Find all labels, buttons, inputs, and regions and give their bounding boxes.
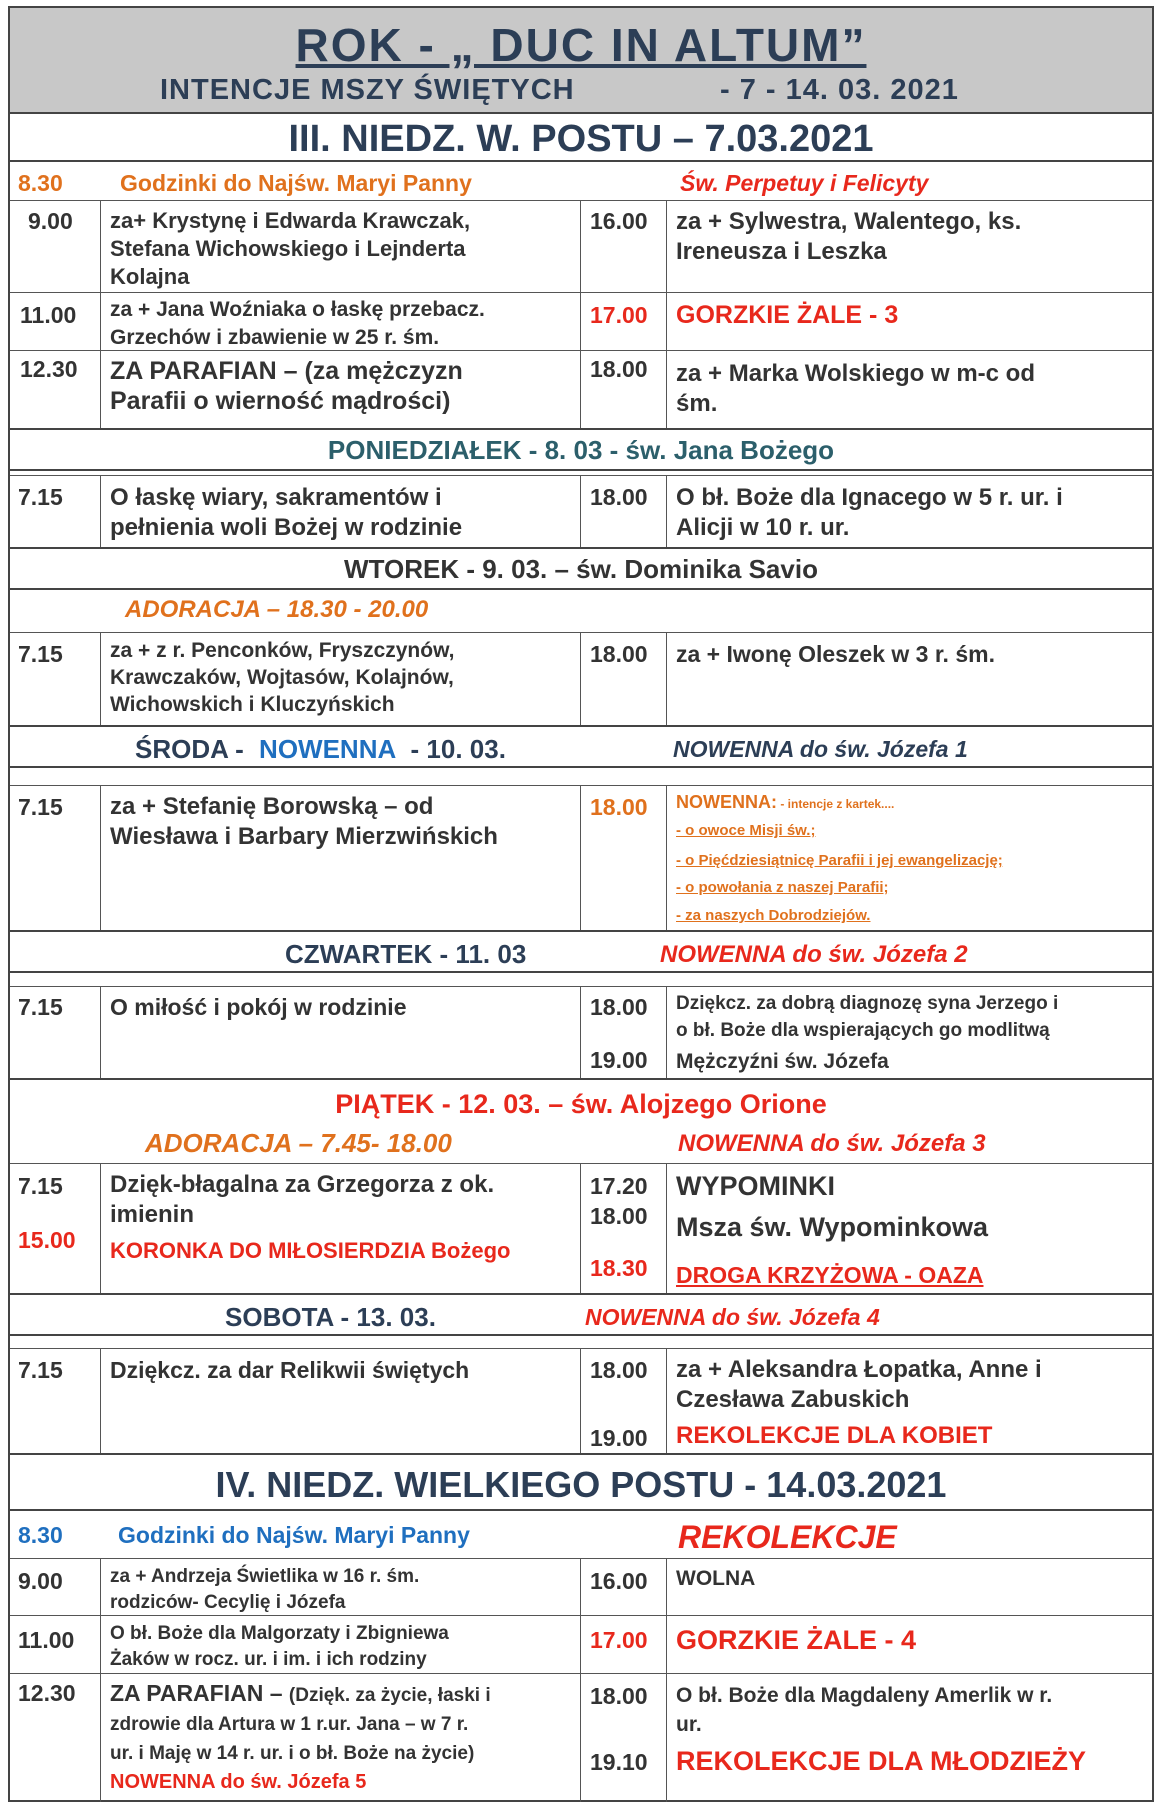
- mass-intention: REKOLEKCJE DLA MŁODZIEŻY: [676, 1746, 1087, 1776]
- mass-intention: WYPOMINKI: [676, 1171, 835, 1201]
- thursday-header: [10, 930, 1152, 973]
- sunday2-godzinki-text: Godzinki do Najśw. Maryi Panny: [118, 1522, 470, 1548]
- column-divider: [666, 785, 667, 930]
- mass-time: 9.00: [18, 1568, 63, 1594]
- mass-intention: GORZKIE ŻALE - 3: [676, 301, 899, 329]
- mass-intention: DROGA KRZYŻOWA - OAZA: [676, 1262, 984, 1288]
- column-divider: [666, 1348, 667, 1453]
- tuesday-adoration: ADORACJA – 18.30 - 20.00: [125, 596, 429, 623]
- friday-adoration: ADORACJA – 7.45- 18.00: [145, 1128, 452, 1158]
- saturday-header: [10, 1293, 1152, 1336]
- wednesday-header: [10, 725, 1152, 768]
- mass-intention: za + Iwonę Oleszek w 3 r. śm.: [676, 641, 995, 667]
- divider: [10, 1615, 1152, 1616]
- friday-novena: NOWENNA do św. Józefa 3: [678, 1130, 986, 1157]
- thursday-novena: NOWENNA do św. Józefa 2: [660, 941, 968, 968]
- mass-intention: REKOLEKCJE DLA KOBIET: [676, 1422, 993, 1449]
- mass-time: 16.00: [590, 1568, 648, 1594]
- sunday1-header: [10, 112, 1152, 162]
- thursday-title: CZWARTEK - 11. 03: [285, 939, 527, 969]
- mass-time: 7.15: [18, 1173, 63, 1199]
- header: [10, 8, 1152, 114]
- sunday1-saint: Św. Perpetuy i Felicyty: [680, 170, 929, 196]
- column-divider: [580, 785, 581, 930]
- sunday2-title: IV. NIEDZ. WIELKIEGO POSTU - 14.03.2021: [215, 1464, 947, 1505]
- mass-time: 19.10: [590, 1749, 648, 1775]
- mass-intention: O bł. Boże dla Magdaleny Amerlik w r. ur.: [676, 1684, 1053, 1736]
- mass-intention: Dziękcz. za dar Relikwii świętych: [110, 1357, 470, 1383]
- divider: [10, 1348, 1152, 1349]
- column-divider: [580, 200, 581, 428]
- mass-time: 11.00: [18, 1627, 75, 1653]
- mass-time: 18.00: [590, 794, 648, 820]
- column-divider: [666, 1163, 667, 1293]
- page-subtitle: [160, 74, 959, 107]
- monday-title: PONIEDZIAŁEK - 8. 03 - św. Jana Bożego: [327, 435, 835, 465]
- mass-intention: za + Aleksandra Łopatka, Anne i Czesława Zabuskich: [676, 1356, 1042, 1413]
- mass-intention: ZA PARAFIAN – (Dzięk. za życie, łaski i zdrowie dla Artura w 1 r.ur. Jana – w 7 r. ur. i Maję w 14 r. ur. i o bł. Boże na życie) NOWENNA do św. Józefa 5: [110, 1680, 491, 1793]
- divider: [10, 292, 1152, 293]
- sunday2-header: [10, 1453, 1152, 1511]
- mass-intention: Mężczyźni św. Józefa: [676, 1050, 889, 1073]
- mass-intention: GORZKIE ŻALE - 4: [676, 1625, 917, 1655]
- monday-header: [10, 428, 1152, 471]
- column-divider: [666, 1558, 667, 1802]
- novena-header: NOWENNA: - intencje z kartek....: [676, 792, 895, 812]
- sunday2-godzinki-time: 8.30: [18, 1522, 63, 1548]
- mass-time: 17.00: [590, 302, 648, 328]
- column-divider: [100, 475, 101, 547]
- divider: [10, 200, 1152, 201]
- mass-intention: WOLNA: [676, 1567, 756, 1590]
- mass-intention: za + Sylwestra, Walentego, ks. Ireneusza i Leszka: [676, 208, 1022, 265]
- tuesday-header: [10, 547, 1152, 590]
- novena-item: - za naszych Dobrodziejów.: [676, 907, 871, 924]
- divider: [10, 475, 1152, 476]
- mass-time: 18.00: [590, 994, 648, 1020]
- mass-intention: Msza św. Wypominkowa: [676, 1212, 989, 1242]
- mass-time: 18.00: [590, 1203, 648, 1229]
- column-divider: [580, 632, 581, 725]
- friday-title: PIĄTEK - 12. 03. – św. Alojzego Orione: [335, 1089, 827, 1119]
- column-divider: [666, 632, 667, 725]
- page-title: ROK - „ DUC IN ALTUM”: [295, 19, 867, 71]
- column-divider: [580, 1163, 581, 1293]
- divider: [10, 632, 1152, 633]
- mass-time: 12.30: [18, 1680, 76, 1706]
- mass-intention: O bł. Boże dla Malgorzaty i Zbigniewa Żaków w rocz. ur. i im. i ich rodziny: [110, 1623, 449, 1670]
- mass-time: 17.20: [590, 1173, 648, 1199]
- mass-intention: za+ Krystynę i Edwarda Krawczak, Stefana Wichowskiego i Lejnderta Kolajna: [110, 208, 471, 289]
- column-divider: [100, 1558, 101, 1802]
- column-divider: [100, 632, 101, 725]
- mass-time: 18.00: [590, 356, 648, 382]
- column-divider: [100, 785, 101, 930]
- column-divider: [100, 1163, 101, 1293]
- sunday1-godzinki-text: Godzinki do Najśw. Maryi Panny: [120, 170, 472, 196]
- divider: [10, 1163, 1152, 1164]
- mass-time: 17.00: [590, 1627, 648, 1653]
- subtitle-left: INTENCJE MSZY ŚWIĘTYCH: [160, 74, 575, 106]
- mass-intention: O bł. Boże dla Ignacego w 5 r. ur. i Alicji w 10 r. ur.: [676, 484, 1063, 541]
- mass-time: 19.00: [590, 1425, 648, 1451]
- mass-intention: Dzięk-błagalna za Grzegorza z ok. imienin: [110, 1171, 495, 1228]
- mass-intention: za + Stefanię Borowską – od Wiesława i Barbary Mierzwińskich: [110, 793, 498, 850]
- novena-item: - o powołania z naszej Parafii;: [676, 879, 889, 896]
- tuesday-title: WTOREK - 9. 03. – św. Dominika Savio: [344, 554, 818, 584]
- column-divider: [100, 200, 101, 428]
- column-divider: [666, 986, 667, 1078]
- friday-header: [10, 1078, 1152, 1125]
- saturday-novena: NOWENNA do św. Józefa 4: [585, 1304, 880, 1330]
- mass-time: 18.00: [590, 484, 648, 510]
- mass-intention: za + Andrzeja Świetlika w 16 r. śm. rodziców- Cecylię i Józefa: [110, 1566, 420, 1613]
- column-divider: [666, 475, 667, 547]
- mass-time: 9.00: [28, 208, 73, 234]
- column-divider: [100, 1348, 101, 1453]
- mass-time: 12.30: [20, 356, 78, 382]
- mass-time: 18.30: [590, 1255, 648, 1281]
- mass-intention: Dziękcz. za dobrą diagnozę syna Jerzego i o bł. Boże dla wspierających go modlitwą: [676, 993, 1059, 1041]
- mass-intention: za + z r. Penconków, Fryszczynów, Krawczaków, Wojtasów, Kolajnów, Wichowskich i Kluczyńskich: [110, 639, 455, 716]
- mass-intention: O miłość i pokój w rodzinie: [110, 994, 407, 1020]
- mass-time: 18.00: [590, 641, 648, 667]
- sunday1-title: III. NIEDZ. W. POSTU – 7.03.2021: [288, 118, 874, 160]
- column-divider: [580, 986, 581, 1078]
- sunday1-godzinki-time: 8.30: [18, 170, 63, 196]
- novena-item: - o Pięćdziesiątnicę Parafii i jej ewangelizację;: [676, 852, 1003, 869]
- column-divider: [100, 986, 101, 1078]
- mass-time: 7.15: [18, 641, 63, 667]
- divider: [10, 986, 1152, 987]
- subtitle-date-range: - 7 - 14. 03. 2021: [720, 74, 959, 106]
- mass-time: 15.00: [18, 1227, 76, 1253]
- column-divider: [580, 1558, 581, 1802]
- divider: [10, 1558, 1152, 1559]
- mass-time: 7.15: [18, 484, 63, 510]
- wednesday-novena: NOWENNA do św. Józefa 1: [673, 736, 968, 762]
- mass-intention: O łaskę wiary, sakramentów i pełnienia woli Bożej w rodzinie: [110, 484, 463, 541]
- mass-time: 7.15: [18, 1357, 63, 1383]
- divider: [10, 785, 1152, 786]
- sunday2-rekolekcje: REKOLEKCJE: [678, 1519, 897, 1555]
- mass-time: 7.15: [18, 994, 63, 1020]
- saturday-title: SOBOTA - 13. 03.: [225, 1302, 436, 1332]
- column-divider: [580, 1348, 581, 1453]
- mass-intention: ZA PARAFIAN – (za mężczyzn Parafii o wierność mądrości): [110, 357, 463, 415]
- mass-time: 16.00: [590, 208, 648, 234]
- novena-item: - o owoce Misji św.;: [676, 822, 816, 839]
- divider: [10, 350, 1152, 351]
- mass-intention: za + Marka Wolskiego w m-c od śm.: [676, 360, 1035, 417]
- column-divider: [580, 475, 581, 547]
- mass-time: 18.00: [590, 1683, 648, 1709]
- mass-time: 19.00: [590, 1047, 648, 1073]
- mass-time: 11.00: [20, 302, 77, 328]
- divider: [10, 1673, 1152, 1674]
- mass-intention: za + Jana Woźniaka o łaskę przebacz. Grzechów i zbawienie w 25 r. śm.: [110, 298, 485, 349]
- mass-time: 7.15: [18, 794, 63, 820]
- column-divider: [666, 200, 667, 428]
- mass-intention: KORONKA DO MIŁOSIERDZIA Bożego: [110, 1238, 511, 1263]
- wednesday-title: ŚRODA - NOWENNA - 10. 03.: [135, 734, 506, 764]
- mass-time: 18.00: [590, 1357, 648, 1383]
